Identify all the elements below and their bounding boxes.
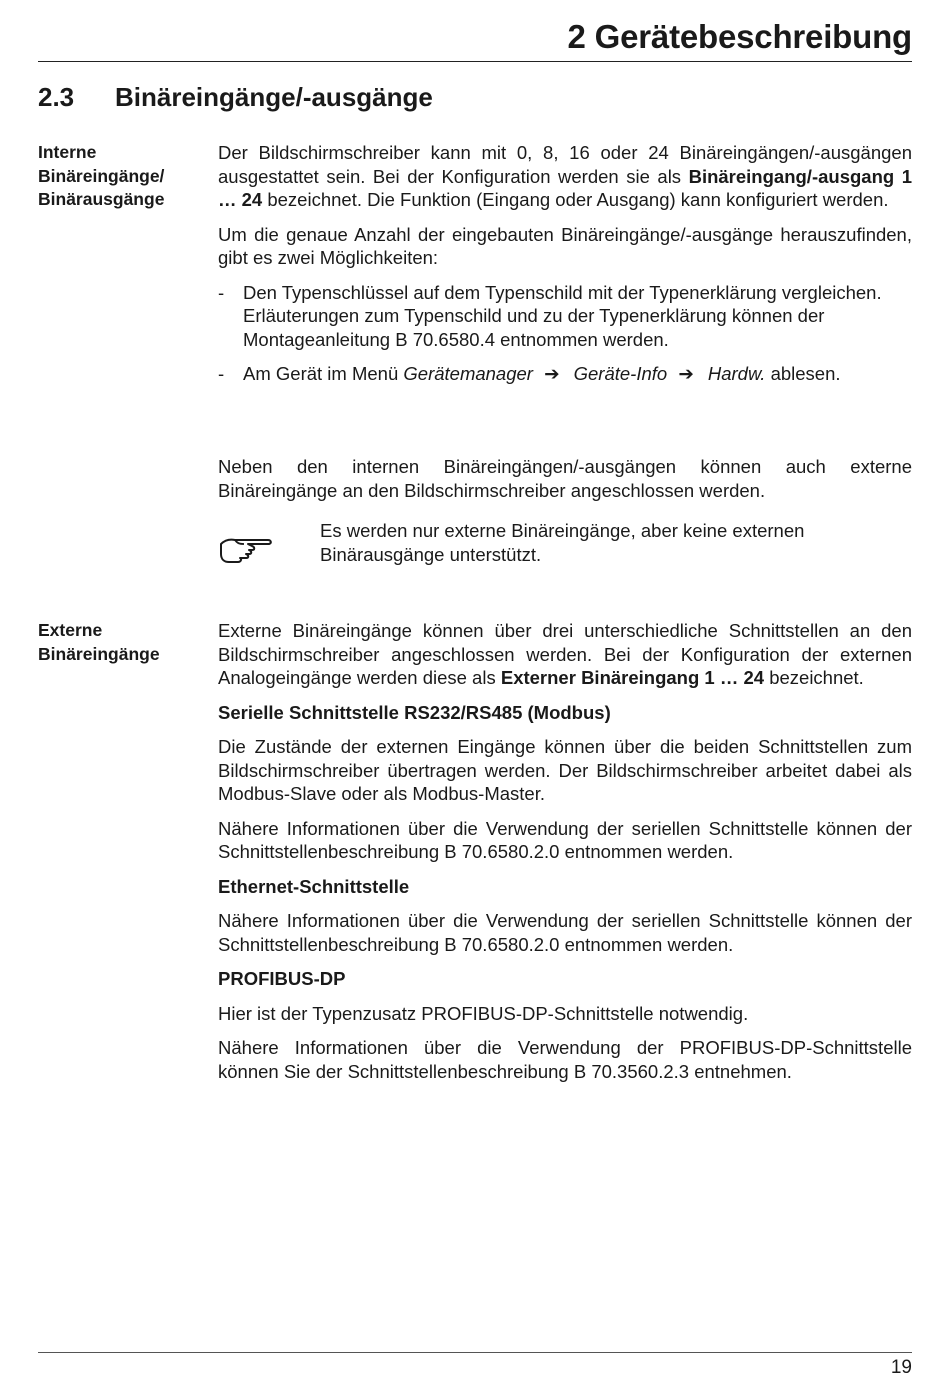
footer-rule	[38, 1352, 912, 1353]
profibus-paragraph-2: Nähere Informationen über die Verwendung der PROFIBUS-DP-Schnittstelle können Sie der Schnittstellenbeschreibung B 70.3560.2.3 entnehmen.	[218, 1037, 912, 1082]
internal-body	[218, 141, 912, 397]
external-body	[218, 619, 912, 1094]
menu-path-geraetemanager: Gerätemanager	[403, 363, 533, 384]
note-text: Es werden nur externe Binäreingänge, aber keine externen Binärausgänge unterstützt.	[320, 520, 805, 565]
serial-paragraph-1: Die Zustände der externen Eingänge können über die beiden Schnittstellen zum Bildschirmschreiber übertragen werden. Der Bildschirmschreiber arbeitet dabei als Modbus-Slave oder als Modbus-Master.	[218, 736, 912, 804]
list-dash: -	[218, 363, 225, 384]
page-number: 19	[890, 1357, 912, 1378]
list-item: - Den Typenschlüssel auf dem Typenschild mit der Typenerklärung vergleichen. Erläuterungen zum Typenschild und zu der Typenerklärung können der Montageanleitung B 70.6580.4 entnommen werden.	[218, 281, 882, 350]
pointing-hand-icon	[218, 531, 274, 565]
subheading-profibus: PROFIBUS-DP	[218, 968, 346, 989]
internal-paragraph-3: Neben den internen Binäreingängen/-ausgängen können auch externe Binäreingänge an den Bildschirmschreiber angeschlossen werden.	[218, 456, 912, 501]
section-title: Binäreingänge/-ausgänge	[115, 82, 433, 112]
chapter-title: 2 Gerätebeschreibung	[567, 18, 912, 55]
config-term-binary-io: Binäreingang/-ausgang 1 … 24	[218, 165, 912, 210]
menu-path-geraete-info: Geräte-Info	[573, 363, 668, 384]
external-paragraph-1: Externe Binäreingänge können über drei unterschiedliche Schnittstellen an den Bildschirmschreiber angeschlossen werden. Bei der Konfiguration der externen Analogeingänge werden diese als Externer Binäreingang 1 … 24 bezeichnet.	[218, 620, 912, 688]
profibus-paragraph-1: Hier ist der Typenzusatz PROFIBUS-DP-Schnittstelle notwendig.	[218, 1002, 749, 1024]
internal-paragraph-2: Um die genaue Anzahl der eingebauten Binäreingänge/-ausgänge herauszufinden, gibt es zwei Möglichkeiten:	[218, 223, 912, 268]
internal-paragraph-1: Der Bildschirmschreiber kann mit 0, 8, 16 oder 24 Binäreingängen/-ausgängen ausgestattet sein. Bei der Konfiguration werden sie als Binäreingang/-ausgang 1 … 24 bezeichnet. Die Funktion (Eingang oder Ausgang) kann konfiguriert werden.	[218, 142, 912, 210]
arrow-right-icon: ➔	[544, 363, 560, 384]
internal-paragraph-3-block	[218, 455, 912, 513]
list-dash: -	[218, 281, 225, 303]
header-rule	[38, 61, 912, 62]
serial-paragraph-2: Nähere Informationen über die Verwendung der seriellen Schnittstelle können der Schnittstellenbeschreibung B 70.6580.2.0 entnommen werden.	[218, 817, 912, 862]
side-label-external: Externe Binäreingänge	[38, 620, 160, 664]
ethernet-paragraph: Nähere Informationen über die Verwendung der seriellen Schnittstelle können der Schnittstellenbeschreibung B 70.6580.2.0 entnommen werden.	[218, 910, 912, 955]
list-item: - Am Gerät im Menü Gerätemanager ➔ Geräte-Info ➔ Hardw. ablesen.	[218, 363, 841, 384]
menu-path-hardware: Hardw.	[707, 363, 766, 384]
arrow-right-icon: ➔	[678, 363, 694, 384]
subheading-ethernet: Ethernet-Schnittstelle	[218, 875, 410, 897]
note-box	[218, 519, 912, 575]
config-term-external-input: Externer Binäreingang 1 … 24	[500, 667, 765, 688]
options-list	[218, 281, 912, 386]
section-heading	[38, 82, 433, 113]
subheading-serial: Serielle Schnittstelle RS232/RS485 (Modbus)	[218, 701, 611, 723]
section-number: 2.3	[38, 82, 75, 112]
side-label-internal: Interne Binäreingänge/ Binärausgänge	[38, 142, 165, 209]
